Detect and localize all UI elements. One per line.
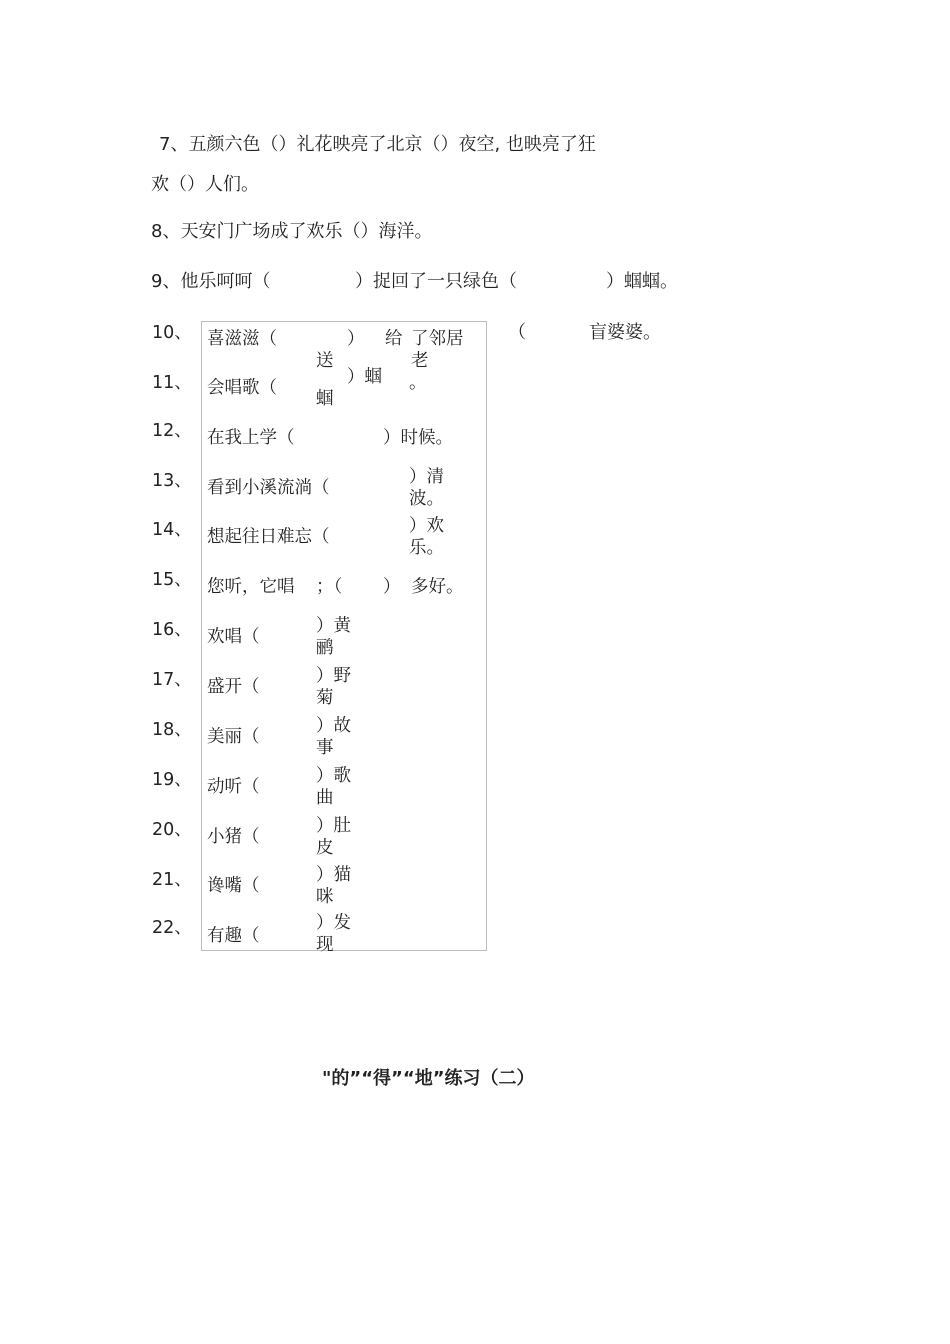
q18-noun-2: 事: [316, 738, 334, 758]
q19-noun-2: 曲: [316, 788, 334, 808]
question-number-15: 15、: [152, 570, 192, 590]
q20-noun-2: 皮: [316, 838, 334, 858]
q12-phrase: 在我上学（: [207, 428, 295, 448]
question-number-11: 11、: [152, 373, 192, 393]
question-number-21: 21、: [152, 870, 192, 890]
q17-noun-2: 菊: [316, 688, 334, 708]
q15-ending: 多好。: [411, 577, 464, 597]
q13-phrase: 看到小溪流淌（: [207, 478, 330, 498]
q18-phrase: 美丽（: [207, 727, 260, 747]
q18-noun-1: ）故: [316, 716, 351, 736]
q19-noun-1: ）歌: [316, 766, 351, 786]
question-10-right-text: 盲婆婆。: [589, 322, 661, 343]
q14-ending-1: ）欢: [409, 516, 444, 536]
q12-ending: ）时候。: [383, 428, 453, 448]
q22-phrase: 有趣（: [207, 926, 260, 946]
q16-noun-1: ）黄: [316, 616, 351, 636]
q17-phrase: 盛开（: [207, 677, 260, 697]
question-number-19: 19、: [152, 770, 192, 790]
question-number-18: 18、: [152, 720, 192, 740]
q20-noun-1: ）肚: [316, 816, 351, 836]
question-number-22: 22、: [152, 918, 192, 938]
q17-noun-1: ）野: [316, 666, 351, 686]
question-number-14: 14、: [152, 520, 192, 540]
question-7-line-2: 欢（）人们。: [151, 174, 259, 195]
q19-phrase: 动听（: [207, 777, 260, 797]
q15-paren-open: ；（: [316, 577, 343, 597]
question-number-17: 17、: [152, 670, 192, 690]
q21-noun-2: 咪: [316, 887, 334, 907]
question-9-part-3: ）蝈蝈。: [606, 271, 678, 292]
q15-phrase: 您听，它唱: [207, 577, 295, 597]
q10-clipped-char-1: 送: [316, 351, 334, 371]
question-number-13: 13、: [152, 471, 192, 491]
q10-phrase: 喜滋滋（: [207, 329, 277, 349]
question-number-12: 12、: [152, 421, 192, 441]
q13-ending-2: 波。: [409, 489, 444, 509]
q11-insect-1: ）蝈: [347, 367, 382, 387]
question-9-part-1: 9、他乐呵呵（: [151, 271, 271, 292]
question-number-16: 16、: [152, 620, 192, 640]
q10-paren-close: ）: [347, 329, 365, 349]
question-9-part-2: ）捉回了一只绿色（: [355, 271, 517, 292]
q11-phrase: 会唱歌（: [207, 378, 277, 398]
q14-ending-2: 乐。: [409, 538, 444, 558]
q22-noun-1: ）发: [316, 913, 351, 933]
q10-neighbor: 了邻居: [411, 329, 464, 349]
q21-phrase: 谗嘴（: [207, 876, 260, 896]
q16-phrase: 欢唱（: [207, 627, 260, 647]
section-title: "的”“得”“地”练习（二）: [322, 1068, 535, 1089]
q21-noun-1: ）猫: [316, 865, 351, 885]
q16-noun-2: 鹂: [316, 638, 334, 658]
q15-paren-close: ）: [383, 577, 401, 597]
q20-phrase: 小猪（: [207, 827, 260, 847]
q10-give: 给: [385, 329, 403, 349]
question-8: 8、天安门广场成了欢乐（）海洋。: [151, 221, 433, 242]
question-text-box: [201, 321, 487, 955]
q11-period: 。: [409, 373, 427, 393]
q22-noun-2: 现: [316, 935, 334, 955]
question-number-10: 10、: [152, 323, 192, 343]
q11-insect-2: 蝈: [316, 389, 334, 409]
q13-ending-1: ）清: [409, 467, 444, 487]
q14-phrase: 想起往日难忘（: [207, 527, 330, 547]
q10-clipped-char-2: 老: [411, 351, 429, 371]
question-10-right-paren: （: [508, 322, 526, 343]
question-7-line-1: 7、五颜六色（）礼花映亮了北京（）夜空, 也映亮了狂: [159, 134, 596, 155]
question-number-20: 20、: [152, 820, 192, 840]
